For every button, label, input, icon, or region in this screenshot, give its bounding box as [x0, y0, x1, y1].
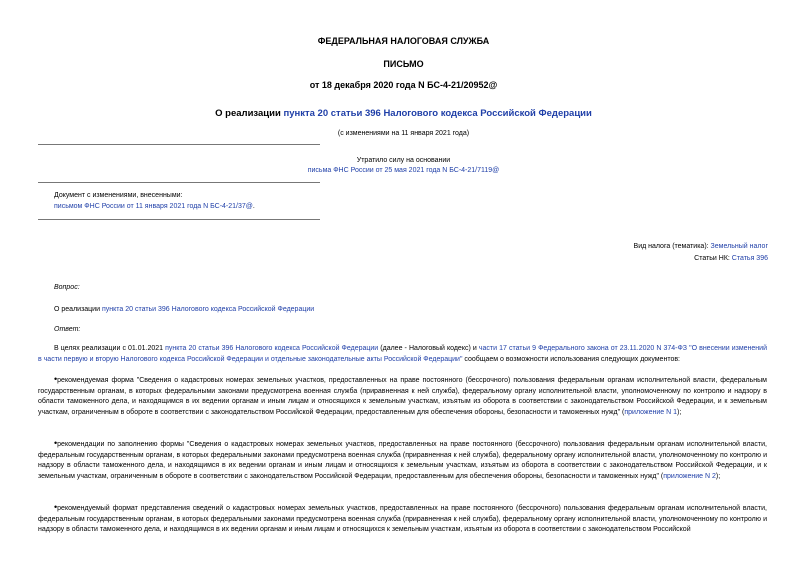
list-item: •рекомендуемая форма "Сведения о кадастровых номерах земельных участков, предоставленных на праве постоянного (бессрочного) пользования федеральным органам исполнительной власти, федеральным государственным органам, в которых федеральными законами предусмотрена военная служба (приравненная к ней служба), федеральному органу исполнительной власти, уполномоченному по контролю и надзору в области таможенного дела, и находящимся в их ведении органам и иным лицам и относящихся к земельным участкам, изъятым из оборота в соответствии с законодательством Российской Федерации, и к земельным участкам, ограниченным в обороте в соответствии с законодательством Российской Федерации, предоставленным для обеспечения обороны, безопасности и таможенных нужд" (приложение N 1); — [38, 374, 767, 416]
bullet-icon: • — [54, 504, 58, 512]
answer-intro-text: сообщаем о возможности использования следующих документов: — [462, 355, 680, 363]
tax-article-link[interactable]: Статья 396 — [731, 255, 768, 262]
expired-link-line — [0, 167, 807, 174]
changes-label: Документ с изменениями, внесенными: — [54, 192, 183, 199]
question-text — [54, 306, 314, 313]
answer-intro-text: В целях реализации с 01.01.2021 — [54, 345, 166, 352]
answer-label: Ответ: — [54, 326, 81, 333]
appendix-2-link[interactable]: приложение N 2 — [663, 472, 716, 480]
document-type: ПИСЬМО — [383, 59, 424, 69]
question-text-prefix: О реализации — [54, 306, 102, 313]
tax-article-line — [694, 255, 768, 262]
question-label: Вопрос: — [54, 284, 80, 291]
amendment-note: (с изменениями на 11 января 2021 года) — [337, 130, 470, 137]
changes-link-suffix: . — [252, 203, 255, 210]
bullet-icon: • — [54, 374, 58, 384]
list-item — [38, 504, 767, 566]
bullet-icon: • — [54, 438, 58, 448]
question-article-link[interactable]: пункта 20 статьи 396 Налогового кодекса Российской Федерации — [101, 306, 315, 313]
document-date-number: от 18 декабря 2020 года N БС-4-21/20952@ — [309, 80, 498, 90]
tax-type-line — [634, 243, 768, 250]
list-item-text: рекомендации по заполнению формы "Сведения о кадастровых номерах земельных участков, предоставленных на праве постоянного (бессрочного) пользования федеральным органам исполнительной власти, федеральным государственным органам, в которых федеральными законами предусмотрена военная служба (приравненная к ней служба), федеральному органу исполнительной власти, уполномоченному по контролю и надзору в области таможенного дела, и находящимся в их ведении органам и иным лицам и относящихся к земельным участкам, изъятым из оборота в соответствии с законодательством Российской Федерации, и к земельным участкам, ограниченным в обороте в соответствии с законодательством Российской Федерации, предоставленным для обеспечения обороны, безопасности и таможенных нужд" — [38, 441, 767, 480]
separator-line — [38, 144, 320, 145]
list-item: •рекомендации по заполнению формы "Сведения о кадастровых номерах земельных участков, предоставленных на праве постоянного (бессрочного) пользования федеральным органам исполнительной власти, федеральным государственным органам, в которых федеральными законами предусмотрена военная служба (приравненная к ней служба), федеральному органу исполнительной власти, уполномоченному по контролю и надзору в области таможенного дела, и находящимся в их ведении органам и иным лицам и относящихся к земельным участкам, изъятым из оборота в соответствии с законодательством Российской Федерации, и к земельным участкам, ограниченным в обороте в соответствии с законодательством Российской Федерации, предоставленным для обеспечения обороны, безопасности и таможенных нужд" (приложение N 2); — [38, 438, 767, 480]
answer-intro-text: (далее - Налоговый кодекс) и — [378, 345, 479, 352]
list-item-text: рекомендуемая форма "Сведения о кадастровых номерах земельных участков, предоставленных на праве постоянного (бессрочного) пользования федеральным органам исполнительной власти, федеральным государственным органам, в которых федеральными законами предусмотрена военная служба (приравненная к ней служба), федеральному органу исполнительной власти, уполномоченному по контролю и надзору в области таможенного дела, и находящимся в их ведении органам и иным лицам и относящихся к земельным участкам, изъятым из оборота в соответствии с законодательством Российской Федерации, и к земельным участкам, ограниченным в обороте в соответствии с законодательством Российской Федерации, предоставленным для обеспечения обороны, безопасности и таможенных нужд" — [38, 377, 767, 416]
title-article-link[interactable]: пункта 20 статьи 396 Налогового кодекса Российской Федерации — [283, 108, 592, 119]
changes-link-line — [54, 203, 255, 210]
tax-type-label: Вид налога (тематика): — [633, 243, 711, 250]
appendix-1-link[interactable]: приложение N 1 — [624, 408, 678, 416]
tax-article-label: Статьи НК: — [694, 255, 732, 262]
list-item-text: рекомендуемый формат представления сведений о кадастровых номерах земельных участков, предоставленных на праве постоянного (бессрочного) пользования федеральным органам исполнительной власти, федеральным государственным органам, в которых федеральными законами предусмотрена военная служба (приравненная к ней служба), федеральному органу исполнительной власти, уполномоченному по контролю и надзору в области таможенного дела, и находящимся в их ведении органам и иным лицам и относящихся к земельным участкам, изъятым из оборота в соответствии с законодательством Российской — [38, 505, 767, 534]
agency-title: ФЕДЕРАЛЬНАЯ НАЛОГОВАЯ СЛУЖБА — [317, 36, 490, 46]
separator-line — [38, 182, 320, 183]
changes-letter-link[interactable]: письмом ФНС России от 11 января 2021 года N БС-4-21/37@ — [54, 203, 253, 210]
document-title-prefix: О реализации — [215, 108, 284, 119]
tax-type-link[interactable]: Земельный налог — [710, 243, 768, 250]
federal-law-link[interactable]: части 17 статьи 9 Федерального закона от 23.11.2020 N 374-ФЗ "О внесении изменений в части первую и вторую Налогового кодекса Российской Федерации и отдельные законодательные акты Российской Федерации" — [38, 345, 767, 363]
answer-intro — [38, 344, 767, 365]
separator-line — [38, 219, 320, 220]
expired-basis-link[interactable]: письма ФНС России от 25 мая 2021 года N БС-4-21/7119@ — [307, 167, 500, 174]
expired-notice: Утратило силу на основании — [356, 157, 451, 164]
answer-article-link[interactable]: пункта 20 статьи 396 Налогового кодекса Российской Федерации — [165, 345, 379, 352]
document-title — [0, 108, 807, 119]
